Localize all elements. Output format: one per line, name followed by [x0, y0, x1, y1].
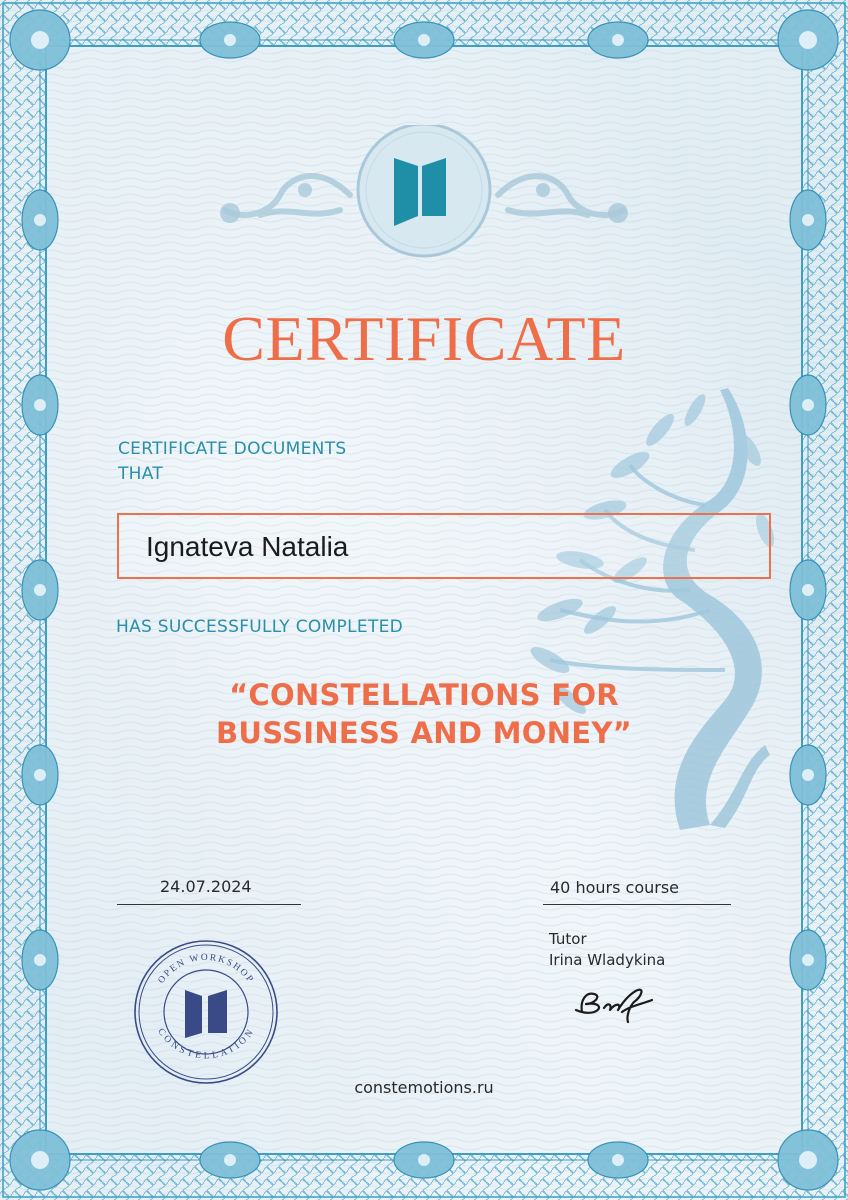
intro-line-1: CERTIFICATE DOCUMENTS	[118, 439, 347, 459]
seal-stamp-icon	[132, 938, 280, 1086]
course-duration: 40 hours course	[550, 878, 679, 897]
top-emblem	[200, 125, 648, 260]
completed-label: HAS SUCCESSFULLY COMPLETED	[116, 617, 403, 637]
tutor-name: Irina Wladykina	[549, 951, 666, 969]
certificate-title: CERTIFICATE	[222, 303, 626, 374]
tree-illustration-icon	[510, 370, 780, 830]
website-url: constemotions.ru	[354, 1078, 494, 1097]
recipient-name: Ignateva Natalia	[146, 531, 349, 562]
course-title	[0, 676, 848, 752]
intro-line-2: THAT	[118, 464, 164, 484]
svg-text:OPEN WORKSHOP: OPEN WORKSHOP	[156, 952, 256, 986]
issue-date: 24.07.2024	[160, 877, 252, 896]
course-title-line-2: BUSSINESS AND MONEY”	[215, 716, 633, 750]
signature-icon	[572, 982, 657, 1027]
svg-text:CONSTELLATION: CONSTELLATION	[155, 1026, 257, 1062]
recipient-name-field	[117, 513, 771, 579]
tutor-label: Tutor	[549, 930, 587, 948]
duration-underline	[543, 904, 731, 905]
course-title-line-1: “CONSTELLATIONS FOR	[229, 678, 619, 712]
date-underline	[117, 904, 301, 905]
